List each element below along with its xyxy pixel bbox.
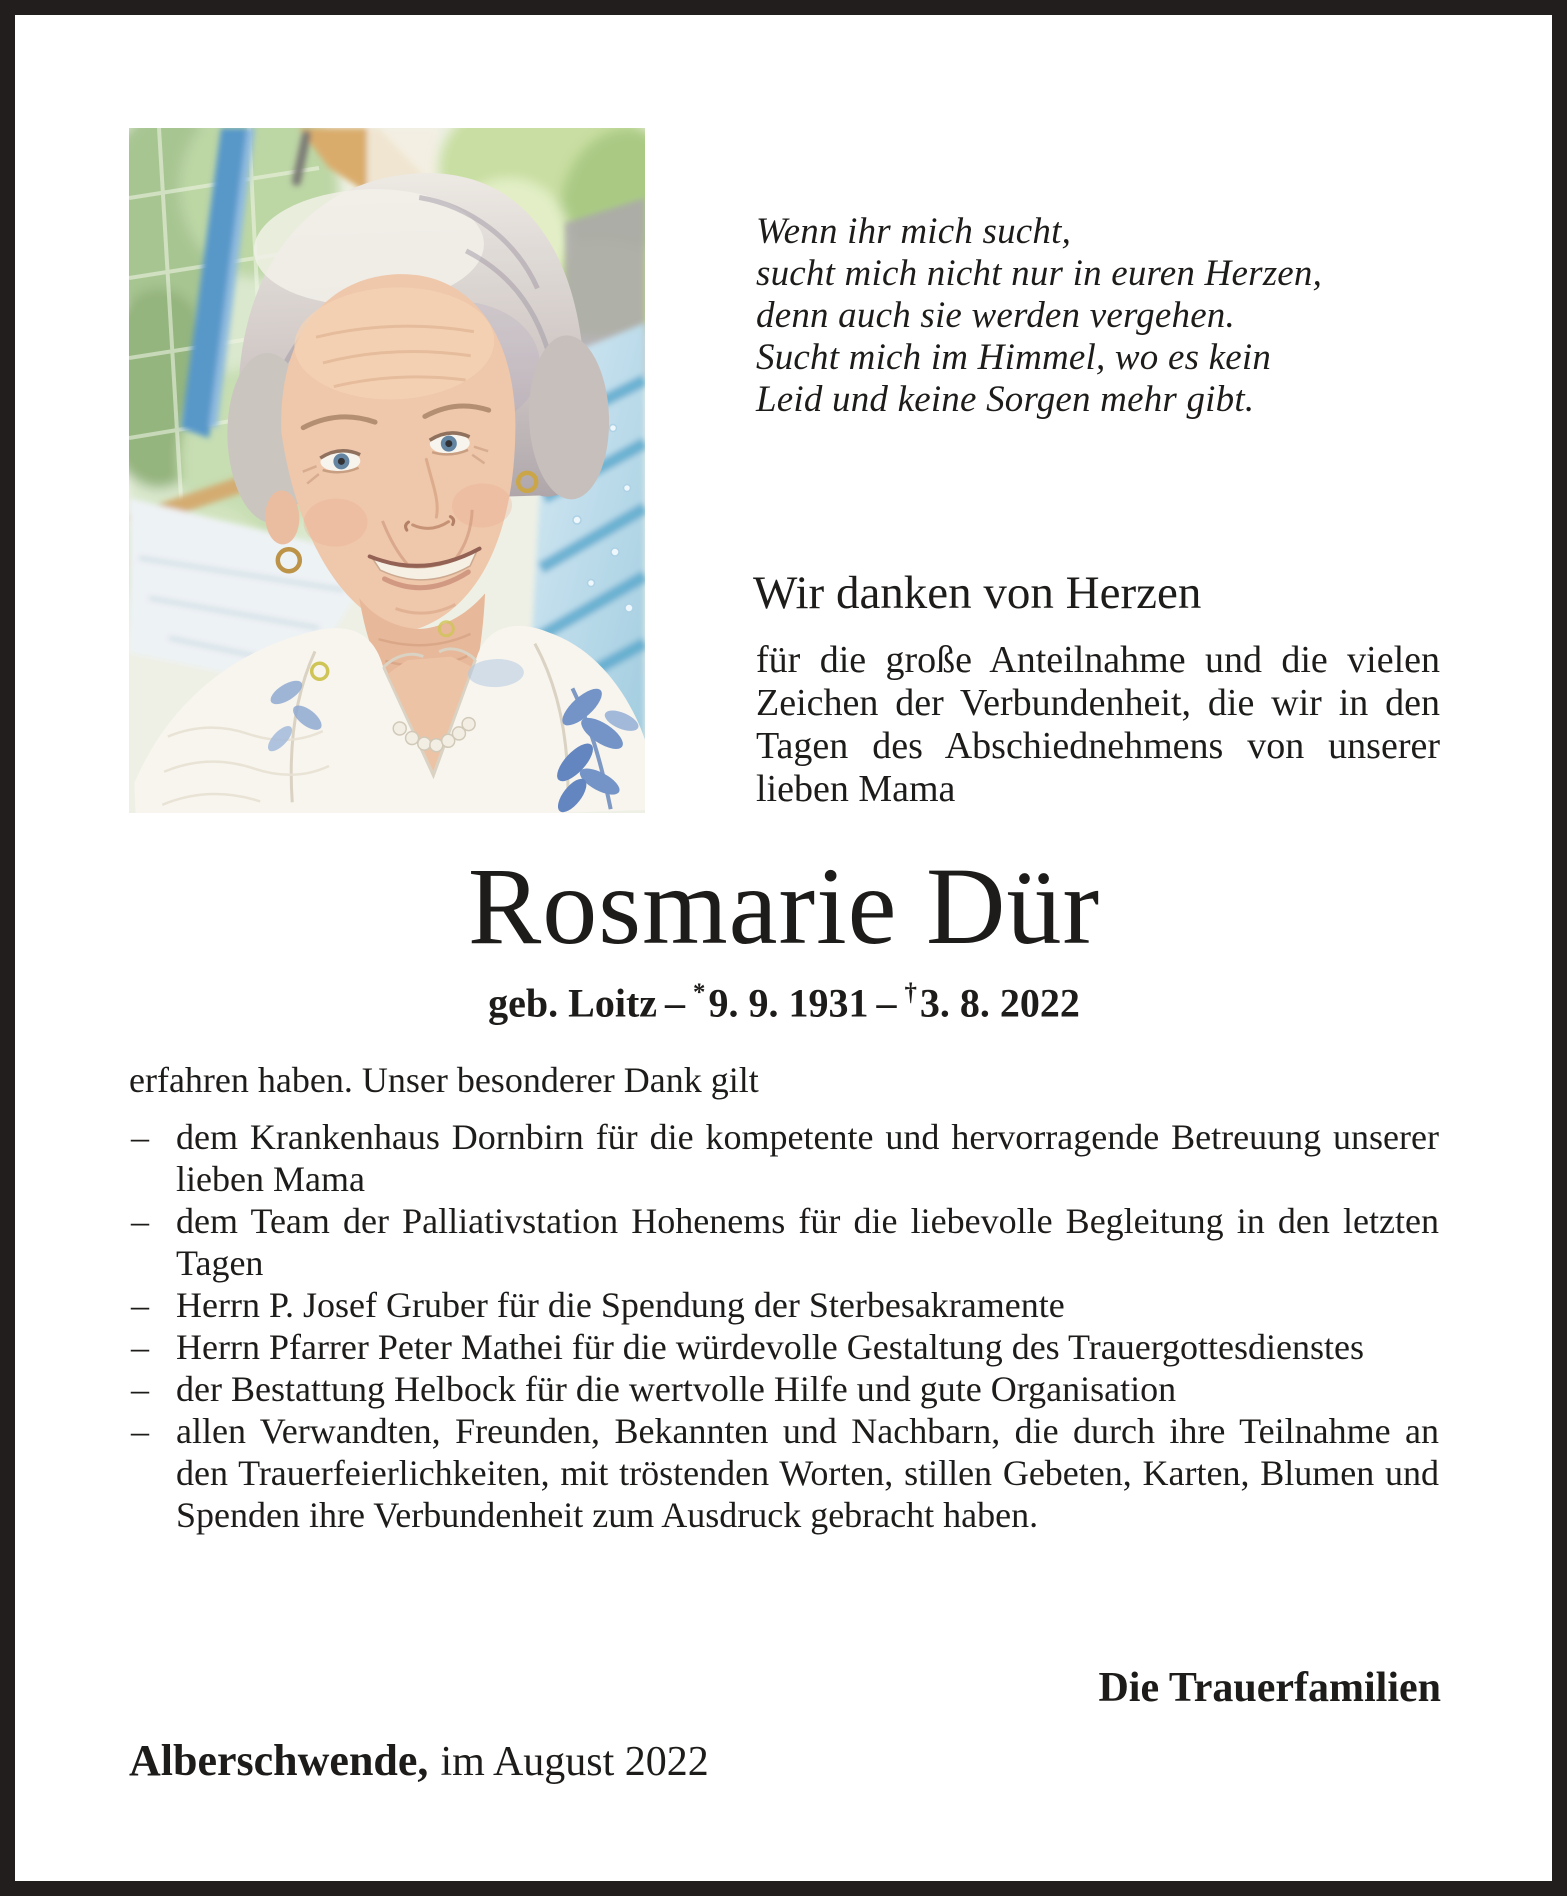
- dash-marker: –: [131, 1369, 149, 1409]
- life-dates: [129, 981, 1439, 1025]
- date-text: im August 2022: [440, 1739, 709, 1785]
- dash-separator: –: [665, 980, 686, 1026]
- thanks-paragraph: für die große Anteilnahme und die vielen Zeichen der Verbundenheit, die wir in den Tagen des Abschiednehmens von unserer lieben Mama: [756, 639, 1440, 810]
- dash-separator: –: [876, 980, 897, 1026]
- list-item: [129, 1284, 1439, 1326]
- birth-name: geb. Loitz: [488, 980, 658, 1026]
- poem-line: denn auch sie werden vergehen.: [756, 295, 1235, 336]
- dash-marker: –: [131, 1327, 149, 1367]
- acknowledgement-section: [129, 1059, 1439, 1536]
- place-and-date: [129, 1737, 1439, 1785]
- list-item-text: Herrn Pfarrer Peter Mathei für die würdevolle Gestaltung des Trauergottesdienstes: [176, 1327, 1365, 1367]
- list-item-text: Herrn P. Josef Gruber für die Spendung der Sterbesakramente: [176, 1285, 1065, 1325]
- birth-star-symbol: *: [693, 979, 706, 1006]
- place-name: Alberschwende,: [129, 1736, 429, 1785]
- list-item: [129, 1410, 1439, 1536]
- mourning-families-signature: Die Trauerfamilien: [1098, 1665, 1441, 1711]
- dash-marker: –: [131, 1285, 149, 1325]
- list-item: [129, 1116, 1439, 1200]
- list-item-text: allen Verwandten, Freunden, Bekannten und Nachbarn, die durch ihre Teilnahme an den Trauerfeierlichkeiten, mit tröstenden Worten, stillen Gebeten, Karten, Blumen und Spenden ihre Verbundenheit zum Ausdruck gebracht haben.: [176, 1411, 1439, 1535]
- portrait-photo: [129, 128, 645, 813]
- list-item-text: dem Krankenhaus Dornbirn für die kompetente und hervorragende Betreuung unserer lieben Mama: [176, 1117, 1439, 1199]
- portrait-illustration: [129, 128, 645, 813]
- acknowledgement-list: [129, 1116, 1439, 1536]
- list-item-text: dem Team der Palliativstation Hohenems für die liebevolle Begleitung in den letzten Tagen: [176, 1201, 1439, 1283]
- deceased-name: Rosmarie Dür: [467, 845, 1101, 967]
- memorial-poem: [756, 211, 1416, 421]
- thanks-heading: Wir danken von Herzen: [753, 567, 1202, 619]
- acknowledgement-intro: erfahren haben. Unser besonderer Dank gilt: [129, 1060, 759, 1100]
- poem-line: sucht mich nicht nur in euren Herzen,: [756, 253, 1323, 294]
- list-item: [129, 1200, 1439, 1284]
- list-item-text: der Bestattung Helbock für die wertvolle Hilfe und gute Organisation: [176, 1369, 1177, 1409]
- dash-marker: –: [131, 1411, 149, 1451]
- dash-marker: –: [131, 1201, 149, 1241]
- poem-line: Sucht mich im Himmel, wo es kein: [756, 337, 1272, 378]
- birth-date: 9. 9. 1931: [708, 980, 869, 1026]
- poem-line: Leid und keine Sorgen mehr gibt.: [756, 379, 1255, 420]
- death-cross-symbol: †: [904, 979, 917, 1006]
- list-item: [129, 1368, 1439, 1410]
- list-item: [129, 1326, 1439, 1368]
- poem-line: Wenn ihr mich sucht,: [756, 211, 1072, 252]
- death-date: 3. 8. 2022: [919, 980, 1080, 1026]
- dash-marker: –: [131, 1117, 149, 1157]
